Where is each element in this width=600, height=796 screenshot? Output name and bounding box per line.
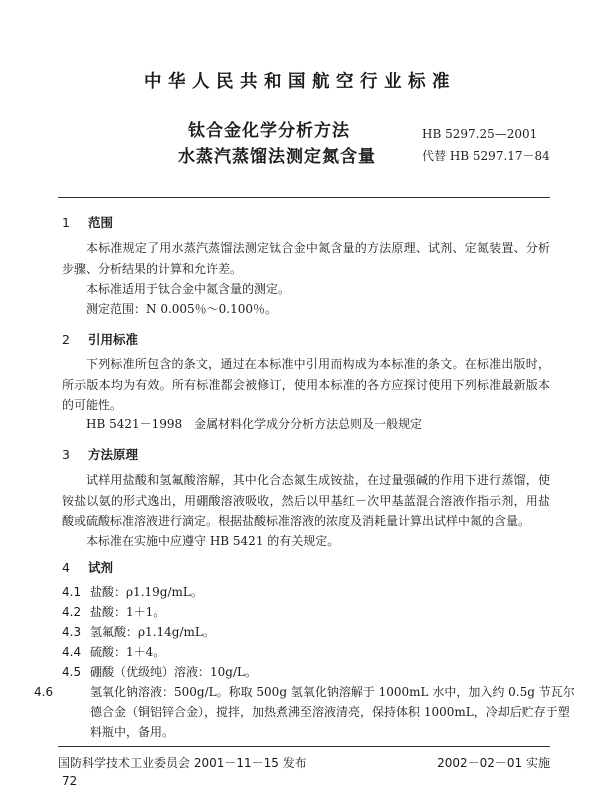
section-number: 4 xyxy=(62,560,70,575)
document-title-line2: 水蒸汽蒸馏法测定氮含量 xyxy=(178,147,376,167)
item-text: 氢氧化钠溶液：500g/L。称取 500g 氢氧化钠溶解于 1000mL 水中，加入约 0.5g 节瓦尔德合金（铜铝锌合金），搅拌，加热煮沸至溶液清亮，保持体积 1000mL，冷却后贮存于塑料瓶中，备用。 xyxy=(90,685,575,739)
item-number: 4.4 xyxy=(62,645,82,659)
paragraph: 本标准在实施中应遵守 HB 5421 的有关规定。 xyxy=(86,534,340,548)
item-number: 4.6 xyxy=(34,685,54,699)
section-number: 3 xyxy=(62,447,70,462)
paragraph: 本标准规定了用水蒸汽蒸馏法测定钛合金中氮含量的方法原理、试剂、定氮装置、分析步骤、分析结果的计算和允许差。 xyxy=(62,241,550,276)
paragraph: 本标准适用于钛合金中氮含量的测定。 xyxy=(86,282,291,296)
item-number: 4.2 xyxy=(62,605,82,619)
effective-date: 2002－02－01 实施 xyxy=(437,756,550,770)
section-number: 2 xyxy=(62,332,70,347)
section-title: 试剂 xyxy=(88,560,114,575)
section-heading xyxy=(62,330,138,348)
replaces-standard: 代替 HB 5297.17－84 xyxy=(422,149,550,163)
title-divider xyxy=(58,197,550,198)
standard-category-header: 中华人民共和国航空行业标准 xyxy=(144,72,456,92)
section-heading xyxy=(62,445,138,463)
item-number: 4.1 xyxy=(62,585,82,599)
standard-number: HB 5297.25—2001 xyxy=(422,127,538,141)
section-title: 范围 xyxy=(88,215,114,230)
referenced-standard: HB 5421－1998 金属材料化学成分分析方法总则及一般规定 xyxy=(86,417,423,431)
item-text: 氢氟酸：ρ1.14g/mL。 xyxy=(90,625,215,639)
list-item xyxy=(62,642,550,662)
paragraph: 下列标准所包含的条文，通过在本标准中引用而构成为本标准的条文。在标准出版时，所示版本均为有效。所有标准都会被修订，使用本标准的各方应探讨使用下列标准最新版本的可能性。 xyxy=(62,357,550,412)
footer-divider xyxy=(58,746,550,747)
list-item xyxy=(62,582,550,602)
list-item xyxy=(34,682,578,742)
item-number: 4.3 xyxy=(62,625,82,639)
document-title-line1: 钛合金化学分析方法 xyxy=(188,121,350,141)
issuer-date: 国防科学技术工业委员会 2001－11－15 发布 xyxy=(58,756,307,770)
list-item xyxy=(62,622,550,642)
item-number: 4.5 xyxy=(62,665,82,679)
list-item xyxy=(62,662,550,682)
section-title: 方法原理 xyxy=(88,447,139,462)
section-heading xyxy=(62,558,113,576)
item-text: 硫酸：1＋4。 xyxy=(90,645,166,659)
list-item xyxy=(62,602,550,622)
paragraph: 试样用盐酸和氢氟酸溶解，其中化合态氮生成铵盐，在过量强碱的作用下进行蒸馏，使铵盐以氨的形式逸出，用硼酸溶液吸收，然后以甲基红－次甲基蓝混合溶液作指示剂，用盐酸或硫酸标准溶液进行滴定。根据盐酸标准溶液的浓度及消耗量计算出试样中氮的含量。 xyxy=(62,473,550,528)
section-number: 1 xyxy=(62,215,70,230)
item-text: 硼酸（优级纯）溶液：10g/L。 xyxy=(90,665,257,679)
item-text: 盐酸：1＋1。 xyxy=(90,605,166,619)
section-heading xyxy=(62,213,113,231)
paragraph: 测定范围：N 0.005％～0.100％。 xyxy=(86,302,278,316)
item-text: 盐酸：ρ1.19g/mL。 xyxy=(90,585,203,599)
page-number: 72 xyxy=(62,774,78,788)
section-title: 引用标准 xyxy=(88,332,139,347)
